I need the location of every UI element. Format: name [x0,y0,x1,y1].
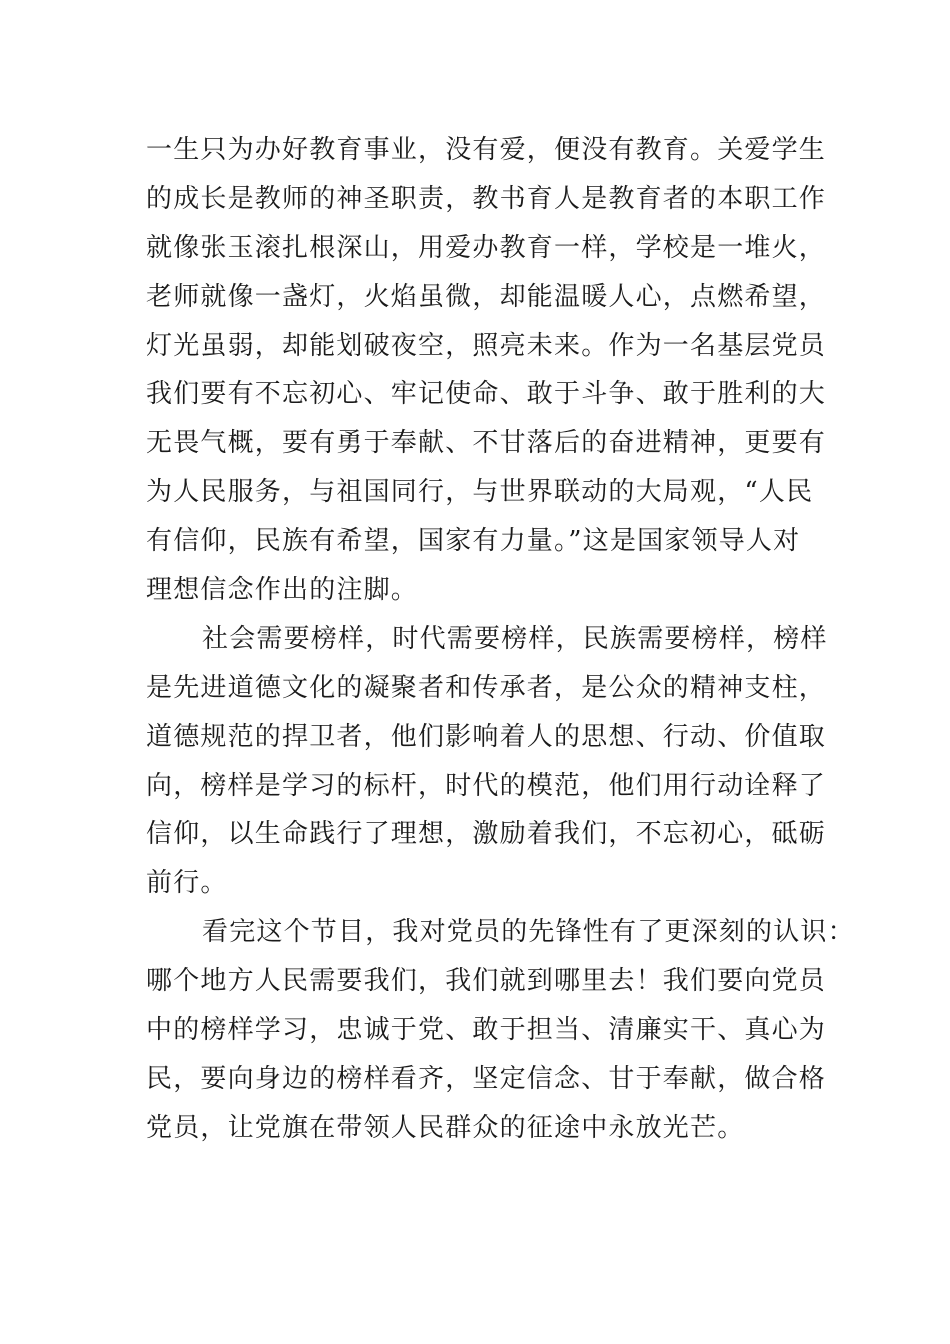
text-line: 老师就像一盏灯，火焰虽微，却能温暖人心，点燃希望， [146,281,827,312]
text-line: 我们要有不忘初心、牢记使命、敢于斗争、敢于胜利的大 [146,379,827,410]
text-line: 理想信念作出的注脚。 [146,575,419,606]
paragraph-start-line: 社会需要榜样，时代需要榜样，民族需要榜样，榜样 [202,623,828,654]
text-line: 有信仰，民族有希望，国家有力量。”这是国家领导人对 [146,526,801,557]
text-line: 哪个地方人民需要我们，我们就到哪里去！我们要向党员 [146,966,827,997]
text-line: 向，榜样是学习的标杆，时代的模范，他们用行动诠释了 [146,770,827,801]
text-line: 为人民服务，与祖国同行，与世界联动的大局观，“人民 [146,477,814,508]
text-line: 灯光虽弱，却能划破夜空，照亮未来。作为一名基层党员 [146,330,827,361]
text-line: 一生只为办好教育事业，没有爱，便没有教育。关爱学生 [146,135,827,165]
text-line: 中的榜样学习，忠诚于党、敢于担当、清廉实干、真心为 [146,1015,827,1046]
text-line: 无畏气概，要有勇于奉献、不甘落后的奋进精神，更要有 [146,428,827,459]
text-line: 的成长是教师的神圣职责，教书育人是教育者的本职工作 [146,183,827,214]
text-line: 是先进道德文化的凝聚者和传承者，是公众的精神支柱， [146,672,827,703]
text-line: 前行。 [146,868,228,899]
paragraph-start-line: 看完这个节目，我对党员的先锋性有了更深刻的认识： [202,917,855,948]
text-line: 道德规范的捍卫者，他们影响着人的思想、行动、价值取 [146,721,827,752]
text-line: 就像张玉滚扎根深山，用爱办教育一样，学校是一堆火， [146,232,827,263]
text-line: 党员，让党旗在带领人民群众的征途中永放光芒。 [146,1112,745,1143]
text-line: 民，要向身边的榜样看齐，坚定信念、甘于奉献，做合格 [146,1063,827,1094]
text-line: 信仰，以生命践行了理想，激励着我们，不忘初心，砥砺 [146,819,827,850]
body-text [146,126,855,1153]
